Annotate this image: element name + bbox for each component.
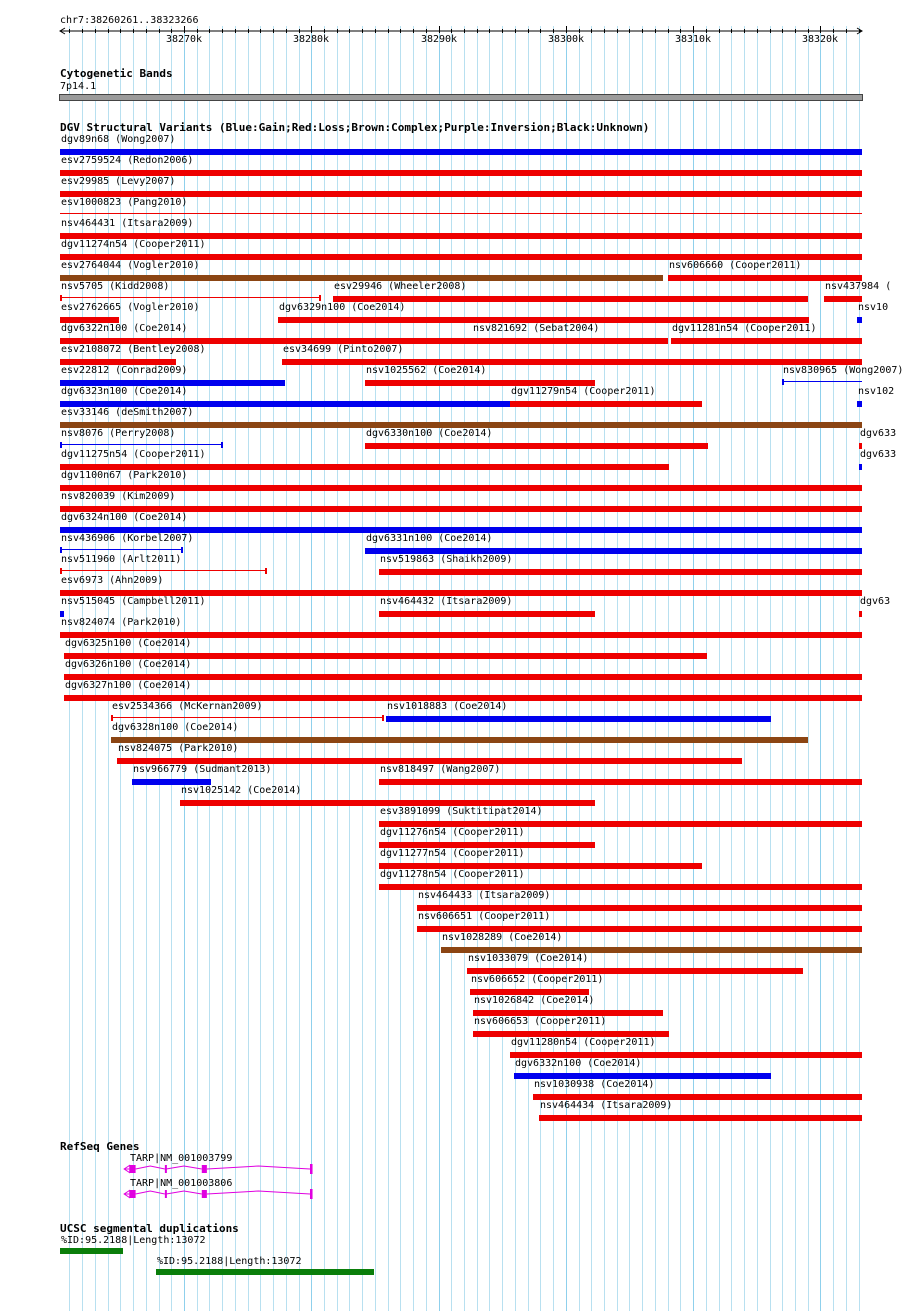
variant-feature[interactable] (379, 869, 862, 890)
variant-label: dgv6330n100 (Coe2014) (366, 428, 493, 439)
variant-feature[interactable] (533, 1079, 862, 1100)
variant-label: nsv606652 (Cooper2011) (471, 974, 604, 985)
variant-label: nsv1026842 (Coe2014) (474, 995, 595, 1006)
variant-end-cap (111, 715, 113, 721)
variant-label: nsv966779 (Sudmant2013) (133, 764, 272, 775)
variant-label: dgv633 (860, 428, 897, 439)
variant-end-cap (265, 568, 267, 574)
variant-feature[interactable] (859, 596, 891, 617)
variant-feature[interactable] (60, 575, 862, 596)
ruler-tick-label: 38320k (801, 34, 839, 45)
variant-feature[interactable] (60, 365, 285, 386)
variant-label: nsv5705 (Kidd2008) (61, 281, 170, 292)
ruler-tick-label: 38290k (420, 34, 458, 45)
refseq-genes-title: RefSeq Genes (60, 1140, 140, 1153)
variant-label: esv6973 (Ahn2009) (61, 575, 164, 586)
variant-label: esv2108072 (Bentley2008) (61, 344, 206, 355)
variant-feature[interactable] (60, 407, 862, 428)
variant-feature[interactable] (64, 659, 862, 680)
variant-feature[interactable] (111, 701, 384, 722)
variant-label: nsv821692 (Sebat2004) (473, 323, 600, 334)
exon-block (129, 1165, 135, 1173)
variant-feature[interactable] (441, 932, 862, 953)
variant-label: dgv6325n100 (Coe2014) (65, 638, 192, 649)
variant-label: esv3891099 (Suktitipat2014) (380, 806, 543, 817)
exon-block (202, 1165, 207, 1173)
intron-line (207, 1191, 310, 1194)
variant-feature[interactable] (60, 428, 223, 449)
variant-bar[interactable] (782, 381, 862, 382)
variant-feature[interactable] (539, 1100, 862, 1121)
variant-feature[interactable] (671, 323, 862, 344)
variant-label: esv2762665 (Vogler2010) (61, 302, 200, 313)
cytogenetic-bands-title: Cytogenetic Bands (60, 67, 173, 80)
variant-label: dgv6328n100 (Coe2014) (112, 722, 239, 733)
variant-feature[interactable] (473, 1016, 669, 1037)
variant-label: dgv11280n54 (Cooper2011) (511, 1037, 656, 1048)
variant-label: nsv824075 (Park2010) (118, 743, 239, 754)
exon-block (165, 1165, 167, 1173)
exon-block (129, 1190, 135, 1198)
variant-feature[interactable] (60, 239, 862, 260)
variant-label: dgv6324n100 (Coe2014) (61, 512, 188, 523)
variant-label: dgv1100n67 (Park2010) (61, 470, 188, 481)
variant-feature[interactable] (60, 134, 862, 155)
variant-end-cap (181, 547, 183, 553)
gene-label: TARP|NM_001003799 (130, 1153, 233, 1164)
variant-feature[interactable] (278, 302, 809, 323)
variant-feature[interactable] (132, 764, 272, 785)
variant-feature[interactable] (668, 260, 862, 281)
variant-feature[interactable] (365, 428, 708, 449)
variant-feature[interactable] (60, 302, 200, 323)
variant-label: nsv606653 (Cooper2011) (474, 1016, 607, 1027)
variant-feature[interactable] (180, 785, 595, 806)
variant-feature[interactable] (60, 533, 194, 554)
variant-feature[interactable] (64, 680, 862, 701)
variant-feature[interactable] (857, 302, 889, 323)
variant-label: dgv11276n54 (Cooper2011) (380, 827, 525, 838)
variant-label: dgv89n68 (Wong2007) (61, 134, 176, 145)
variant-end-cap (382, 715, 384, 721)
ruler (0, 0, 890, 50)
variant-feature[interactable] (60, 596, 206, 617)
gene-model[interactable] (0, 1163, 890, 1175)
variant-label: esv2764044 (Vogler2010) (61, 260, 200, 271)
variant-label: esv2759524 (Redon2006) (61, 155, 194, 166)
variant-feature[interactable] (386, 701, 771, 722)
variant-label: nsv519863 (Shaikh2009) (380, 554, 513, 565)
intron-line (136, 1191, 165, 1194)
variant-feature[interactable] (365, 533, 862, 554)
variant-label: dgv6332n100 (Coe2014) (515, 1058, 642, 1069)
variant-feature[interactable] (857, 386, 895, 407)
variant-label: nsv1025142 (Coe2014) (181, 785, 302, 796)
intron-line (136, 1166, 165, 1169)
variant-label: nsv437984 ( (825, 281, 892, 292)
variant-feature[interactable] (379, 764, 862, 785)
variant-end-cap (319, 295, 321, 301)
dgv-track-title: DGV Structural Variants (Blue:Gain;Red:Loss;Brown:Complex;Purple:Inversion;Black:Unknown) (60, 121, 650, 134)
variant-label: nsv464434 (Itsara2009) (540, 1100, 673, 1111)
gene-model[interactable] (0, 1188, 890, 1200)
variant-feature[interactable] (365, 365, 595, 386)
variant-feature[interactable] (859, 428, 897, 449)
variant-bar[interactable] (60, 297, 321, 298)
variant-feature[interactable] (60, 260, 663, 281)
segmental-duplications-title: UCSC segmental duplications (60, 1222, 239, 1235)
variant-bar[interactable] (60, 549, 183, 550)
variant-label: nsv1018883 (Coe2014) (387, 701, 508, 712)
variant-bar[interactable] (111, 717, 384, 718)
segdup-bar[interactable] (156, 1269, 374, 1275)
variant-feature[interactable] (859, 449, 897, 470)
variant-feature[interactable] (60, 386, 510, 407)
variant-label: nsv1030938 (Coe2014) (534, 1079, 655, 1090)
variant-feature[interactable] (472, 323, 668, 344)
variant-feature[interactable] (379, 848, 702, 869)
variant-label: esv33146 (deSmith2007) (61, 407, 194, 418)
cytoband-label: 7p14.1 (60, 81, 97, 92)
variant-label: nsv1025562 (Coe2014) (366, 365, 487, 376)
variant-end-cap (60, 547, 62, 553)
variant-label: dgv11277n54 (Cooper2011) (380, 848, 525, 859)
variant-feature[interactable] (782, 365, 903, 386)
variant-label: esv22812 (Conrad2009) (61, 365, 188, 376)
segdup-label: %ID:95.2188|Length:13072 (157, 1256, 302, 1267)
variant-feature[interactable] (824, 281, 892, 302)
ruler-tick-label: 38280k (292, 34, 330, 45)
variant-end-cap (221, 442, 223, 448)
variant-feature[interactable] (470, 974, 604, 995)
variant-label: nsv102 (858, 386, 895, 397)
variant-label: dgv6323n100 (Coe2014) (61, 386, 188, 397)
variant-feature[interactable] (60, 512, 862, 533)
variant-label: nsv515045 (Campbell2011) (61, 596, 206, 607)
variant-label: nsv824074 (Park2010) (61, 617, 182, 628)
ruler-tick-label: 38310k (674, 34, 712, 45)
variant-label: nsv8076 (Perry2008) (61, 428, 176, 439)
variant-feature[interactable] (282, 344, 862, 365)
variant-feature[interactable] (60, 218, 862, 239)
segdup-bar[interactable] (60, 1248, 123, 1254)
coordinate-range-label: chr7:38260261..38323266 (60, 15, 199, 26)
intron-line (166, 1191, 202, 1194)
variant-label: nsv606660 (Cooper2011) (669, 260, 802, 271)
variant-feature[interactable] (64, 638, 707, 659)
variant-bar[interactable] (539, 1115, 862, 1121)
variant-label: dgv11274n54 (Cooper2011) (61, 239, 206, 250)
variant-label: esv29985 (Levy2007) (61, 176, 176, 187)
ruler-tick-label: 38270k (165, 34, 203, 45)
variant-label: dgv11279n54 (Cooper2011) (511, 386, 656, 397)
variant-feature[interactable] (60, 155, 862, 176)
variant-label: dgv6329n100 (Coe2014) (279, 302, 406, 313)
variant-feature[interactable] (60, 554, 267, 575)
variant-label: nsv464431 (Itsara2009) (61, 218, 194, 229)
variant-feature[interactable] (111, 722, 808, 743)
variant-feature[interactable] (510, 1037, 862, 1058)
variant-label: dgv63 (860, 596, 891, 607)
variant-feature[interactable] (379, 554, 862, 575)
variant-label: esv29946 (Wheeler2008) (334, 281, 467, 292)
variant-feature[interactable] (379, 596, 595, 617)
variant-label: dgv11275n54 (Cooper2011) (61, 449, 206, 460)
exon-block (202, 1190, 207, 1198)
variant-label: nsv606651 (Cooper2011) (418, 911, 551, 922)
ruler-tick-label: 38300k (547, 34, 585, 45)
variant-feature[interactable] (417, 911, 862, 932)
variant-label: dgv11281n54 (Cooper2011) (672, 323, 817, 334)
variant-feature[interactable] (60, 281, 321, 302)
gene-label: TARP|NM_001003806 (130, 1178, 233, 1189)
variant-bar[interactable] (60, 444, 223, 445)
variant-feature[interactable] (60, 470, 862, 491)
variant-feature[interactable] (117, 743, 742, 764)
variant-feature[interactable] (60, 344, 206, 365)
variant-feature[interactable] (467, 953, 803, 974)
variant-feature[interactable] (333, 281, 808, 302)
variant-label: nsv436906 (Korbel2007) (61, 533, 194, 544)
intron-line (207, 1166, 310, 1169)
variant-end-cap (60, 295, 62, 301)
variant-label: nsv464433 (Itsara2009) (418, 890, 551, 901)
variant-label: nsv830965 (Wong2007) (783, 365, 903, 376)
variant-feature[interactable] (60, 491, 862, 512)
variant-label: dgv11278n54 (Cooper2011) (380, 869, 525, 880)
variant-label: esv34699 (Pinto2007) (283, 344, 404, 355)
variant-bar[interactable] (60, 213, 862, 214)
variant-label: nsv464432 (Itsara2009) (380, 596, 513, 607)
variant-label: nsv511960 (Arlt2011) (61, 554, 182, 565)
exon-block (165, 1190, 167, 1198)
variant-label: esv2534366 (McKernan2009) (112, 701, 263, 712)
variant-feature[interactable] (60, 176, 862, 197)
variant-end-cap (60, 568, 62, 574)
variant-feature[interactable] (60, 323, 472, 344)
variant-label: dgv6322n100 (Coe2014) (61, 323, 188, 334)
variant-end-cap (782, 379, 784, 385)
variant-feature[interactable] (510, 386, 702, 407)
variant-label: nsv818497 (Wang2007) (380, 764, 501, 775)
variant-label: esv1000823 (Pang2010) (61, 197, 188, 208)
exon-block (310, 1189, 313, 1199)
variant-feature[interactable] (60, 197, 862, 218)
segdup-label: %ID:95.2188|Length:13072 (61, 1235, 206, 1246)
variant-feature[interactable] (60, 449, 669, 470)
variant-feature[interactable] (60, 617, 862, 638)
variant-feature[interactable] (473, 995, 663, 1016)
intron-line (166, 1166, 202, 1169)
cytoband-bar[interactable] (59, 94, 863, 101)
variant-label: dgv633 (860, 449, 897, 460)
variant-bar[interactable] (60, 570, 267, 571)
variant-feature[interactable] (514, 1058, 771, 1079)
variant-label: dgv6327n100 (Coe2014) (65, 680, 192, 691)
variant-end-cap (60, 442, 62, 448)
variant-label: dgv6331n100 (Coe2014) (366, 533, 493, 544)
variant-feature[interactable] (379, 827, 595, 848)
variant-label: nsv10 (858, 302, 889, 313)
exon-block (310, 1164, 313, 1174)
variant-label: nsv820039 (Kim2009) (61, 491, 176, 502)
variant-feature[interactable] (379, 806, 862, 827)
variant-label: dgv6326n100 (Coe2014) (65, 659, 192, 670)
variant-feature[interactable] (417, 890, 862, 911)
variant-label: nsv1033079 (Coe2014) (468, 953, 589, 964)
variant-label: nsv1028289 (Coe2014) (442, 932, 563, 943)
